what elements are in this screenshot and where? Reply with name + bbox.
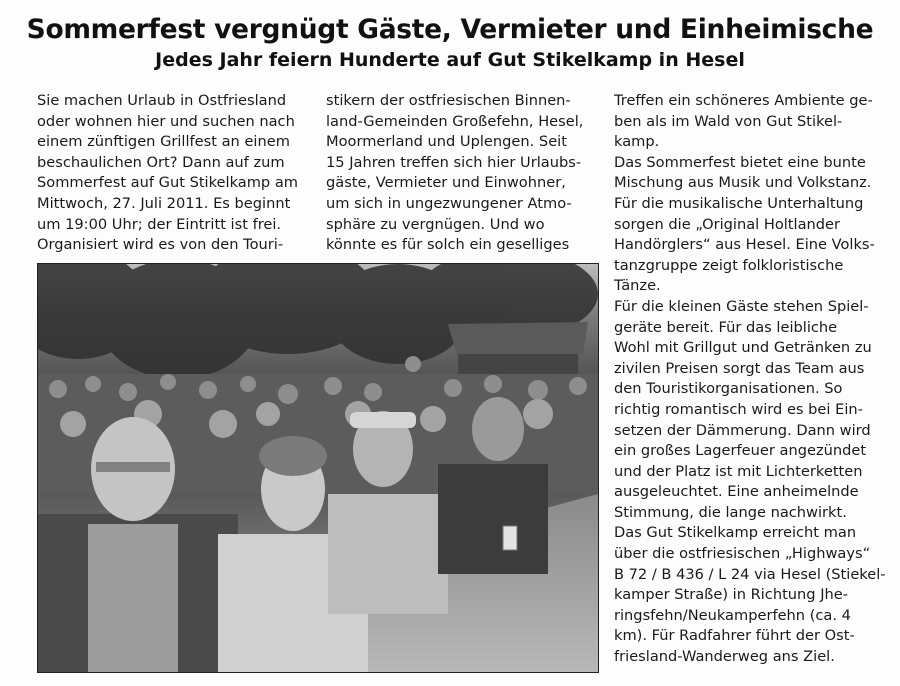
article-column-3 — [614, 91, 886, 668]
text-line: zivilen Preisen sorgt das Team aus — [614, 359, 865, 377]
text-line: tanzgruppe zeigt folkloristische — [614, 256, 844, 274]
subheadline: Jedes Jahr feiern Hunderte auf Gut Stikelkamp in Hesel — [155, 49, 745, 71]
text-line: Wohl mit Grillgut und Getränken zu — [614, 339, 872, 357]
text-line: Stimmung, die lange nachwirkt. — [614, 503, 847, 521]
text-line: könnte es für solch ein geselliges — [326, 236, 570, 254]
text-line: Mittwoch, 27. Juli 2011. Es beginnt — [37, 194, 291, 212]
text-line: oder wohnen hier und suchen nach — [37, 112, 295, 130]
text-line: beschaulichen Ort? Dann auf zum — [37, 153, 285, 171]
text-line: einem zünftigen Grillfest an einem — [37, 133, 290, 151]
article-column-2 — [326, 91, 598, 256]
text-line: Mischung aus Musik und Volkstanz. — [614, 174, 872, 192]
text-line: Das Gut Stikelkamp erreicht man — [614, 524, 857, 542]
text-line: km). Für Radfahrer führt der Ost- — [614, 627, 855, 645]
text-line: ein großes Lagerfeuer angezündet — [614, 442, 867, 460]
text-line: Sie machen Urlaub in Ostfriesland — [37, 92, 287, 109]
text-line: Tänze. — [614, 277, 661, 295]
text-line: Für die kleinen Gäste stehen Spiel- — [614, 297, 869, 315]
text-line: stikern der ostfriesischen Binnen- — [326, 92, 571, 109]
text-line: und der Platz ist mit Lichterketten — [614, 462, 863, 480]
text-line: Handörglers“ aus Hesel. Eine Volks- — [614, 236, 875, 254]
event-photo — [37, 263, 599, 673]
text-line: richtig romantisch wird es bei Ein- — [614, 400, 863, 418]
text-line: setzen der Dämmerung. Dann wird — [614, 421, 871, 439]
text-line: B 72 / B 436 / L 24 via Hesel (Stiekel- — [614, 565, 886, 583]
text-line: ben als im Wald von Gut Stikel- — [614, 112, 843, 130]
text-line: Organisiert wird es von den Touri- — [37, 236, 284, 254]
text-line: Für die musikalische Unterhaltung — [614, 194, 864, 212]
text-line: über die ostfriesischen „Highways“ — [614, 545, 871, 563]
text-line: Das Sommerfest bietet eine bunte — [614, 153, 866, 171]
text-line: friesland-Wanderweg ans Ziel. — [614, 648, 835, 666]
text-line: Sommerfest auf Gut Stikelkamp am — [37, 174, 298, 192]
text-line: sphäre zu vergnügen. Und wo — [326, 215, 545, 233]
text-line: gäste, Vermieter und Einwohner, — [326, 174, 566, 192]
text-line: kamp. — [614, 133, 660, 151]
text-line: um sich in ungezwungener Atmo- — [326, 194, 572, 212]
photo-icon — [38, 264, 598, 672]
headline: Sommerfest vergnügt Gäste, Vermieter und Einheimische — [26, 14, 874, 45]
text-line: kamper Straße) in Richtung Jhe- — [614, 586, 848, 604]
text-line: Moormerland und Uplengen. Seit — [326, 133, 567, 151]
text-line: sorgen die „Original Holtlander — [614, 215, 841, 233]
text-line: ausgeleuchtet. Eine anheimelnde — [614, 483, 859, 501]
text-line: um 19:00 Uhr; der Eintritt ist frei. — [37, 215, 282, 233]
text-line: Treffen ein schöneres Ambiente ge- — [614, 92, 873, 109]
article-column-1 — [37, 91, 309, 256]
text-line: den Touristikorganisationen. So — [614, 380, 843, 398]
text-line: 15 Jahren treffen sich hier Urlaubs- — [326, 153, 582, 171]
text-line: land-Gemeinden Großefehn, Hesel, — [326, 112, 584, 130]
text-line: ringsfehn/Neukamperfehn (ca. 4 — [614, 606, 851, 624]
text-line: geräte bereit. Für das leibliche — [614, 318, 838, 336]
